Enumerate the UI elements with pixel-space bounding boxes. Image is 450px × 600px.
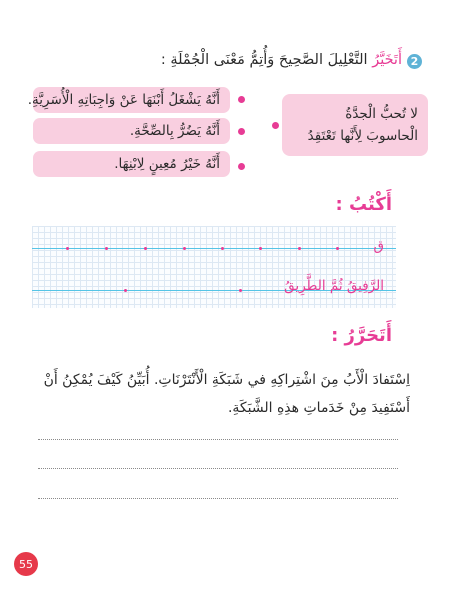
expression-prompt (30, 366, 410, 422)
option-bullet (238, 96, 245, 103)
guide-dot (336, 247, 339, 250)
answer-line[interactable] (38, 439, 398, 440)
model-phrase: الرَّفِيقُ ثُمَّ الطَّرِيقُ (284, 278, 384, 294)
answer-line[interactable] (38, 468, 398, 469)
guide-dot (183, 247, 186, 250)
prompt-line-1: اِسْتَفادَ الْأَبُ مِنَ اشْتِراكِهِ في شَبَكَةِ الْأَنْتَرْنَاتِ. أُبَيِّنُ كَيْفَ يُمْكِنُ أَنْ (43, 372, 410, 388)
writing-grid (32, 226, 396, 308)
model-letter: ق (373, 238, 384, 254)
premise-line-1: لا تُحبُّ الْجدَّةُ (345, 106, 418, 122)
premise-bullet (272, 122, 279, 129)
instruction-verb: أَتَخَيَّرُ (372, 52, 402, 68)
option-bullet (238, 163, 245, 170)
guide-dot (259, 247, 262, 250)
premise-box (282, 94, 428, 156)
guide-dot (144, 247, 147, 250)
option-1[interactable]: أَنَّهُ يَشْغَلُ أَبْنَهَا عَنْ وَاجِبَاتِهِ الْأُسَرِيَّةِ. (33, 87, 230, 113)
write-heading: أَكْتُبُ : (335, 194, 392, 215)
guide-dot (298, 247, 301, 250)
guide-dot (239, 289, 242, 292)
guide-dot (105, 247, 108, 250)
answer-line[interactable] (38, 498, 398, 499)
option-bullet (238, 128, 245, 135)
exercise-instruction (22, 47, 402, 73)
expression-heading: أَتَحَرَّرُ : (331, 325, 392, 346)
guide-dot (124, 289, 127, 292)
guide-line (32, 248, 396, 249)
guide-dot (66, 247, 69, 250)
premise-line-2: الْحاسوبَ لِأَنَّها تَعْتَقِدُ (307, 128, 418, 144)
exercise-number-badge: 2 (407, 54, 422, 69)
instruction-text: التَّعْلِيلَ الصَّحِيحَ وَأُتِمُّ مَعْنَى الْجُمْلَةِ : (160, 52, 368, 68)
option-2[interactable]: أَنَّهُ يَضُرُّ بِالصِّحَّةِ. (33, 118, 230, 144)
guide-dot (221, 247, 224, 250)
page-number-badge: 55 (14, 552, 38, 576)
prompt-line-2: أَسْتَفِيدَ مِنْ خَدَماتِ هذِهِ الشَّبَكَةِ. (227, 400, 410, 416)
option-3[interactable]: أَنَّهُ خَيْرُ مُعِينٍ لِابْنِهَا. (33, 151, 230, 177)
